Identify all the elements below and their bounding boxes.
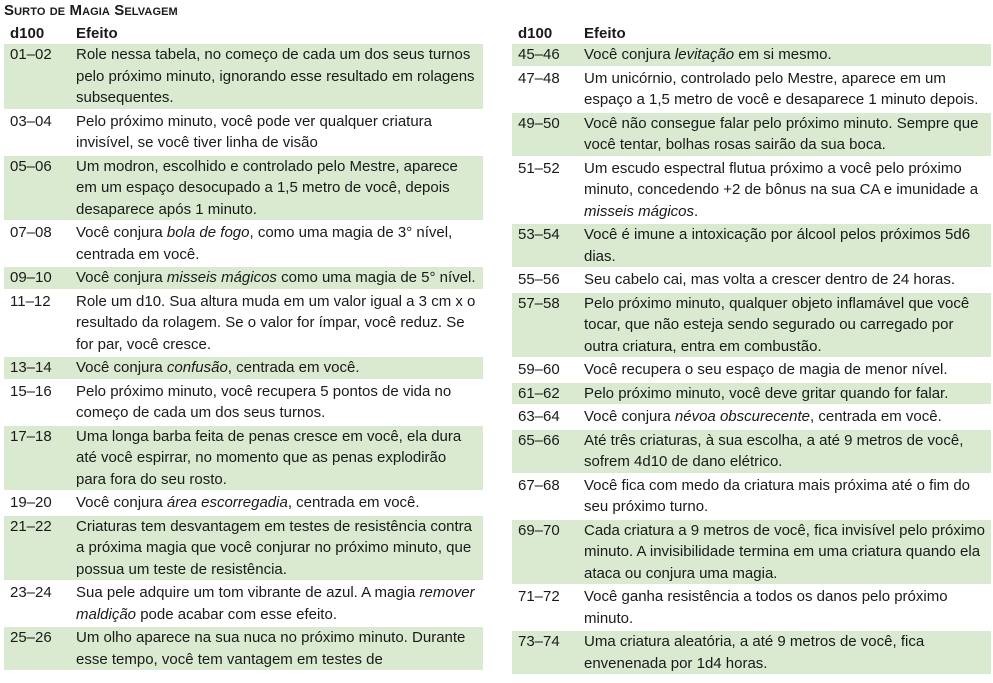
table-header-row: [512, 22, 991, 44]
spell-name: bola de fogo: [166, 224, 250, 241]
spell-name: misseis mágicos: [584, 202, 695, 220]
effect-text: [70, 290, 483, 357]
effect-text: [70, 380, 483, 425]
effect-text: [578, 630, 991, 674]
spell-name: levitação: [674, 46, 735, 63]
roll-range: 47–48: [512, 67, 578, 112]
effect-segment: Você conjura: [76, 494, 167, 511]
effect-segment: Um escudo espectral flutua próximo a você pelo próximo minuto, concedendo +2 de bônus na sua CA e imunidade a: [584, 159, 979, 198]
roll-range: 71–72: [512, 585, 578, 630]
effect-header: Efeito: [76, 24, 118, 42]
effect-segment: Um olho aparece na sua nuca no próximo minuto. Durante esse tempo, você tem vantagem em testes de: [76, 629, 466, 668]
table-row: [512, 268, 991, 292]
effect-segment: Você conjura: [76, 269, 167, 286]
effect-text: [70, 221, 483, 266]
effect-segment: como uma magia de 5° nível.: [276, 269, 476, 286]
effect-text: [70, 110, 483, 155]
table-row: [512, 223, 991, 268]
table-row: [512, 405, 991, 429]
effect-segment: em si mesmo.: [734, 46, 832, 63]
roll-range: 05–06: [4, 155, 70, 222]
roll-range: 09–10: [4, 266, 70, 290]
roll-range: 59–60: [512, 358, 578, 382]
table-row: [512, 112, 991, 157]
effect-text: [578, 405, 991, 429]
left-column: [4, 22, 483, 670]
table-row: [4, 155, 483, 222]
table-row: [512, 519, 991, 586]
effect-segment: Você conjura: [76, 359, 167, 376]
effect-segment: Você conjura: [584, 46, 675, 63]
table-row: [512, 429, 991, 474]
roll-range: 21–22: [4, 515, 70, 582]
table-row: [512, 585, 991, 630]
effect-text: [578, 519, 991, 586]
roll-range: 03–04: [4, 110, 70, 155]
table-row: [512, 474, 991, 519]
table-row: [512, 382, 991, 406]
table-title: Surto de Magia Selvagem: [4, 2, 178, 19]
spell-name: misseis mágicos: [166, 269, 277, 286]
spell-name: confusão: [166, 359, 228, 376]
table-header-row: [4, 22, 483, 44]
table-row: [4, 491, 483, 515]
effect-segment: Criaturas tem desvantagem em testes de resistência contra a próxima magia que você conjurar no próximo minuto, que possua um teste de resistência.: [76, 517, 473, 578]
effect-segment: Pelo próximo minuto, você recupera 5 pontos de vida no começo de cada um dos seus turnos.: [76, 382, 452, 421]
roll-range: 17–18: [4, 425, 70, 492]
roll-range: 19–20: [4, 491, 70, 515]
effect-text: [578, 44, 991, 67]
effect-segment: Uma longa barba feita de penas cresce em você, ela dura até você espirrar, no momento que as penas explodirão para fora do seu rosto.: [76, 427, 462, 488]
table-row: [4, 581, 483, 626]
table-row: [512, 157, 991, 224]
roll-range: 49–50: [512, 112, 578, 157]
effect-segment: Você conjura: [584, 408, 675, 425]
effect-text: [578, 67, 991, 112]
roll-range: 73–74: [512, 630, 578, 674]
effect-segment: , como uma magia de 3° nível, centrada em você.: [76, 224, 453, 263]
roll-range: 53–54: [512, 223, 578, 268]
roll-range: 63–64: [512, 405, 578, 429]
effect-segment: Pelo próximo minuto, qualquer objeto inflamável que você tocar, que não esteja sendo segurado ou carregado por outra criatura, entra em combustão.: [584, 294, 970, 355]
effect-text: [578, 382, 991, 406]
effect-segment: , centrada em você.: [810, 408, 942, 425]
table-row: [512, 630, 991, 674]
effect-header: Efeito: [584, 24, 626, 42]
table-row: [4, 356, 483, 380]
table-row: [4, 425, 483, 492]
effect-text: [578, 112, 991, 157]
effect-text: [70, 356, 483, 380]
effect-segment: Você não consegue falar pelo próximo minuto. Sempre que você tentar, bolhas rosas sairão da sua boca.: [584, 114, 979, 153]
table-row: [4, 626, 483, 670]
effect-text: [578, 474, 991, 519]
table-row: [4, 515, 483, 582]
roll-range: 11–12: [4, 290, 70, 357]
roll-range: 65–66: [512, 429, 578, 474]
effect-segment: Um modron, escolhido e controlado pelo Mestre, aparece em um espaço desocupado a 1,5 metro de você, depois desaparece após 1 minuto.: [76, 157, 458, 218]
roll-range: 45–46: [512, 44, 578, 67]
effect-text: [578, 358, 991, 382]
roll-range: 51–52: [512, 157, 578, 224]
wild-magic-table-left: [4, 22, 483, 670]
effect-text: [578, 268, 991, 292]
effect-text: [578, 157, 991, 224]
effect-text: [578, 292, 991, 359]
effect-segment: Pelo próximo minuto, você deve gritar quando for falar.: [584, 384, 949, 402]
effect-segment: Pelo próximo minuto, você pode ver qualquer criatura invisível, se você tiver linha de visão: [76, 112, 433, 151]
effect-text: [70, 44, 483, 110]
table-row: [4, 380, 483, 425]
effect-segment: Cada criatura a 9 metros de você, fica invisível pelo próximo minuto. A invisibilidade termina em uma criatura quando ela ataca ou conjura uma magia.: [584, 521, 986, 582]
roll-range: 61–62: [512, 382, 578, 406]
effect-segment: , centrada em você.: [287, 494, 420, 511]
roll-range: 55–56: [512, 268, 578, 292]
effect-text: [70, 155, 483, 222]
roll-range: 57–58: [512, 292, 578, 359]
effect-segment: Você fica com medo da criatura mais próxima até o fim do seu próximo turno.: [584, 476, 971, 515]
spell-name: remover maldição: [76, 584, 475, 623]
roll-range: 15–16: [4, 380, 70, 425]
spell-name: área escorregadia: [166, 494, 288, 511]
roll-range: 13–14: [4, 356, 70, 380]
roll-range: 25–26: [4, 626, 70, 670]
effect-segment: Um unicórnio, controlado pelo Mestre, aparece em um espaço a 1,5 metro de você e desaparece 1 minuto depois.: [584, 69, 979, 108]
table-row: [4, 266, 483, 290]
right-column: [512, 22, 991, 674]
effect-text: [578, 585, 991, 630]
effect-text: [70, 626, 483, 670]
effect-segment: Sua pele adquire um tom vibrante de azul. A magia: [76, 584, 420, 601]
effect-text: [578, 429, 991, 474]
effect-segment: Você é imune a intoxicação por álcool pelos próximos 5d6 dias.: [584, 226, 971, 265]
effect-segment: Role nessa tabela, no começo de cada um dos seus turnos pelo próximo minuto, ignorando esse resultado em rolagens subsequentes.: [76, 46, 475, 106]
roll-header: d100: [518, 24, 553, 42]
effect-segment: , centrada em você.: [227, 359, 360, 376]
table-row: [512, 358, 991, 382]
table-row: [4, 44, 483, 110]
effect-segment: Até três criaturas, à sua escolha, a até 9 metros de você, sofrem 4d10 de dano elétrico.: [584, 431, 964, 470]
effect-text: [578, 223, 991, 268]
effect-text: [70, 425, 483, 492]
roll-range: 69–70: [512, 519, 578, 586]
effect-segment: Uma criatura aleatória, a até 9 metros de você, fica envenenada por 1d4 horas.: [584, 633, 925, 672]
effect-segment: Você conjura: [76, 224, 167, 241]
effect-segment: Seu cabelo cai, mas volta a crescer dentro de 24 horas.: [584, 271, 956, 288]
roll-range: 01–02: [4, 44, 70, 110]
table-row: [4, 221, 483, 266]
effect-segment: pode acabar com esse efeito.: [136, 605, 337, 623]
effect-segment: Você recupera o seu espaço de magia de menor nível.: [584, 361, 948, 378]
effect-segment: Você ganha resistência a todos os danos pelo próximo minuto.: [584, 588, 948, 627]
wild-magic-table-right: [512, 22, 991, 674]
effect-text: [70, 491, 483, 515]
roll-range: 23–24: [4, 581, 70, 626]
effect-segment: .: [694, 202, 699, 220]
effect-text: [70, 266, 483, 290]
roll-range: 07–08: [4, 221, 70, 266]
table-row: [512, 44, 991, 67]
effect-segment: Role um d10. Sua altura muda em um valor igual a 3 cm x o resultado da rolagem. Se o valor for ímpar, você reduz. Se for par, você cresce.: [76, 292, 476, 353]
effect-text: [70, 515, 483, 582]
roll-range: 67–68: [512, 474, 578, 519]
effect-text: [70, 581, 483, 626]
table-row: [4, 290, 483, 357]
table-row: [4, 110, 483, 155]
spell-name: névoa obscurecente: [674, 408, 811, 425]
table-row: [512, 292, 991, 359]
table-row: [512, 67, 991, 112]
roll-header: d100: [10, 24, 45, 42]
